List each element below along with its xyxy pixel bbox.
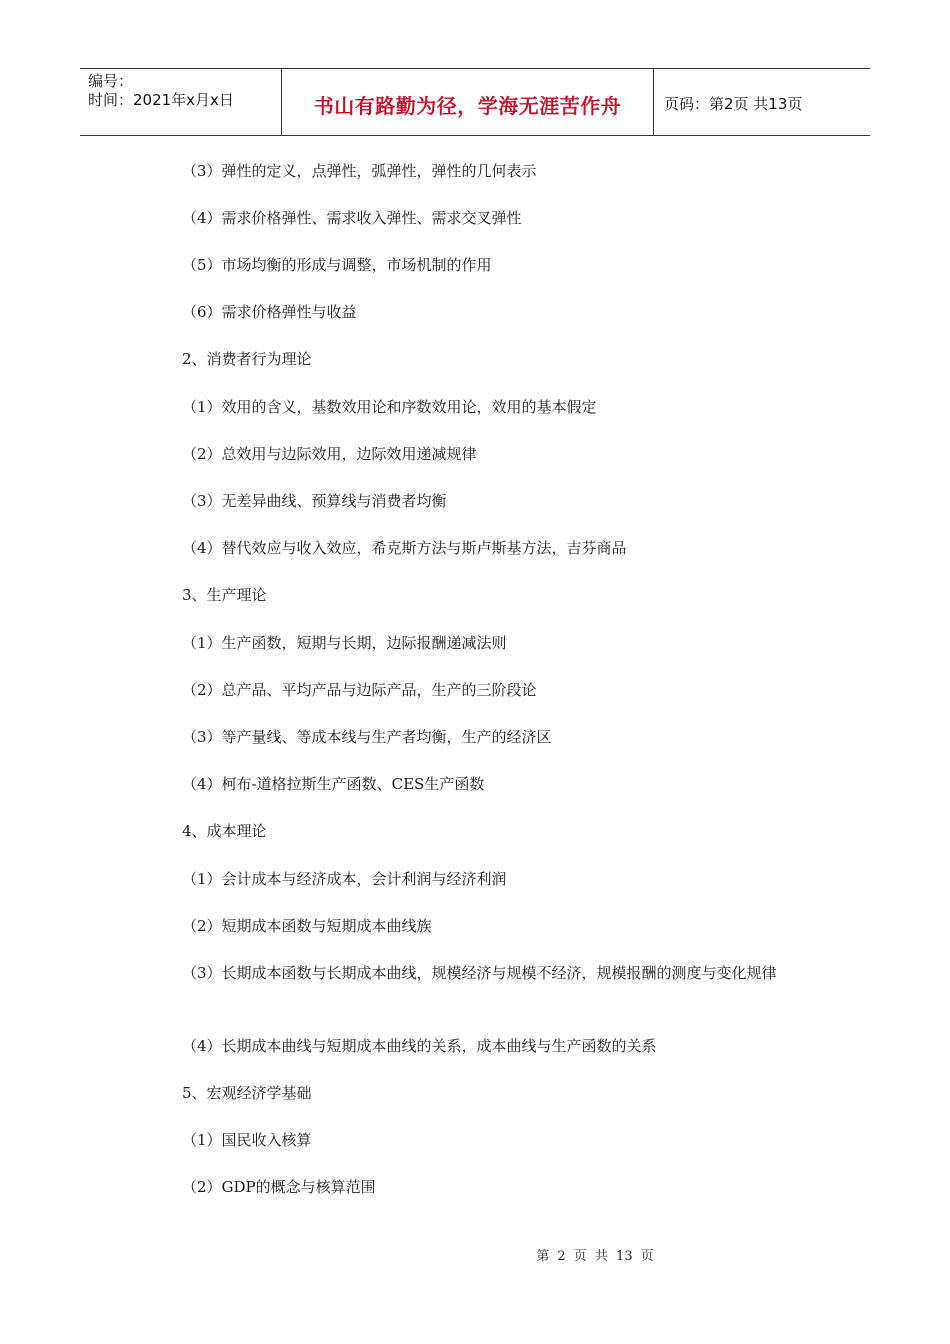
time-label: 时间：2021年x月x日 [88,91,234,109]
outline-item: （4）长期成本曲线与短期成本曲线的关系，成本曲线与生产函数的关系 [182,1037,657,1055]
outline-item: （2）GDP的概念与核算范围 [182,1178,376,1196]
outline-item: （4）需求价格弹性、需求收入弹性、需求交叉弹性 [182,209,522,227]
page-header [80,68,870,136]
outline-item: （2）总产品、平均产品与边际产品，生产的三阶段论 [182,681,537,699]
outline-item-wrapped: （3）长期成本函数与长期成本曲线，规模经济与规模不经济，规模报酬的测度与变化规律 [182,964,777,982]
section-heading: 2、消费者行为理论 [182,350,312,368]
outline-item: （1）国民收入核算 [182,1131,312,1149]
outline-item: （3）等产量线、等成本线与生产者均衡，生产的经济区 [182,728,552,746]
section-heading: 3、生产理论 [182,586,267,604]
outline-item: （1）会计成本与经济成本，会计利润与经济利润 [182,870,507,888]
header-motto: 书山有路勤为径，学海无涯苦作舟 [282,69,654,135]
outline-item: （6）需求价格弹性与收益 [182,303,357,321]
outline-item: （1）效用的含义，基数效用论和序数效用论，效用的基本假定 [182,398,597,416]
outline-item: （2）总效用与边际效用，边际效用递减规律 [182,445,477,463]
outline-item: （4）柯布-道格拉斯生产函数、CES生产函数 [182,775,485,793]
outline-item: （5）市场均衡的形成与调整，市场机制的作用 [182,256,492,274]
header-page-info: 页码：第2页 共13页 [664,94,803,113]
outline-item: （3）无差异曲线、预算线与消费者均衡 [182,492,447,510]
header-meta [80,69,282,135]
section-heading: 4、成本理论 [182,822,267,840]
outline-item: （3）弹性的定义，点弹性，弧弹性，弹性的几何表示 [182,162,537,180]
page-footer: 第 2 页 共 13 页 [536,1249,654,1264]
number-label: 编号： [88,72,134,90]
section-heading: 5、宏观经济学基础 [182,1084,312,1102]
outline-item: （2）短期成本函数与短期成本曲线族 [182,917,432,935]
outline-item: （4）替代效应与收入效应，希克斯方法与斯卢斯基方法，吉芬商品 [182,539,627,557]
outline-item: （1）生产函数，短期与长期，边际报酬递减法则 [182,634,507,652]
